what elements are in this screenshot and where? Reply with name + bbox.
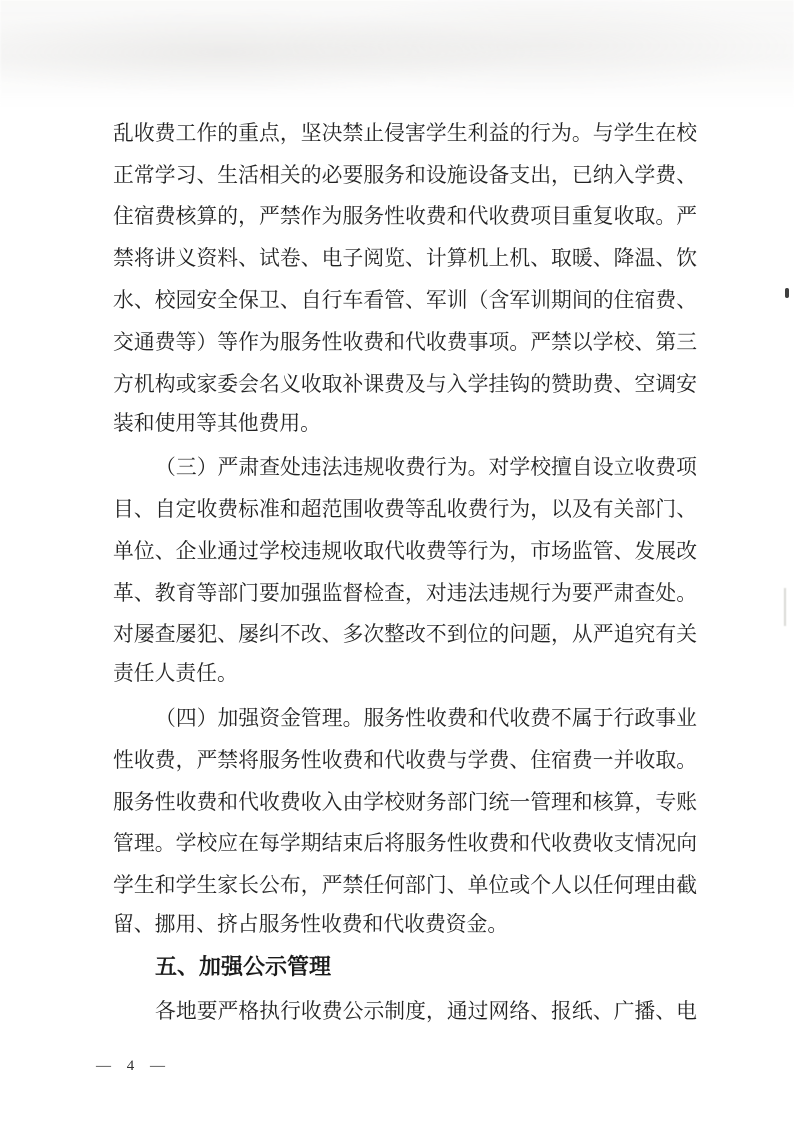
document-body	[113, 110, 697, 1030]
text-line: 正 常 学 习 、 生 活 相 关 的 必 要 服 务 和 设 施 设 备 支 出 ， 已 纳 入 学 费 、	[113, 163, 697, 187]
text-line: 乱 收 费 工 作 的 重 点 ， 坚 决 禁 止 侵 害 学 生 利 益 的 行 为 。 与 学 生 在 校	[113, 121, 697, 145]
text-line: 各 地 要 严 格 执 行 收 费 公 示 制 度 ， 通 过 网 络 、 报 纸 、 广 播 、 电	[155, 999, 697, 1023]
text-line: 禁 将 讲 义 资 料 、 试 卷 、 电 子 阅 览 、 计 算 机 上 机 、 取 暖 、 降 温 、 饮	[113, 247, 697, 271]
text-line: 住 宿 费 核 算 的 ， 严 禁 作 为 服 务 性 收 费 和 代 收 费 项 目 重 复 收 取 。 严	[113, 205, 697, 229]
scan-speck-artifact	[785, 288, 789, 298]
text-line: 方 机 构 或 家 委 会 名 义 收 取 补 课 费 及 与 入 学 挂 钩 的 赞 助 费 、 空 调 安	[113, 372, 697, 396]
text-line: 目 、 自 定 收 费 标 准 和 超 范 围 收 费 等 乱 收 费 行 为 ， 以 及 有 关 部 门 、	[113, 498, 697, 522]
text-line: （ 三 ） 严 肃 查 处 违 法 违 规 收 费 行 为 。 对 学 校 擅 自 设 立 收 费 项	[155, 456, 697, 480]
text-line: 交 通 费 等 ） 等 作 为 服 务 性 收 费 和 代 收 费 事 项 。 严 禁 以 学 校 、 第 三	[113, 330, 697, 354]
text-line: 性 收 费 ， 严 禁 将 服 务 性 收 费 和 代 收 费 与 学 费 、 住 宿 费 一 并 收 取 。	[113, 748, 697, 772]
text-line: 对 屡 查 屡 犯 、 屡 纠 不 改 、 多 次 整 改 不 到 位 的 问 题 ， 从 严 追 究 有 关	[113, 623, 697, 647]
scan-streak-artifact	[784, 588, 786, 626]
text-line: 留、挪用、挤占服务性收费和代收费资金。	[113, 913, 509, 937]
text-line: 学 生 和 学 生 家 长 公 布 ， 严 禁 任 何 部 门 、 单 位 或 个 人 以 任 何 理 由 截	[113, 874, 697, 898]
text-line: 责任人责任。	[113, 662, 238, 686]
text-line: （ 四 ） 加 强 资 金 管 理 。 服 务 性 收 费 和 代 收 费 不 属 于 行 政 事 业	[155, 707, 697, 731]
text-line: 革 、 教 育 等 部 门 要 加 强 监 督 检 查 ， 对 违 法 违 规 行 为 要 严 肃 查 处 。	[113, 581, 697, 605]
section-heading: 五、加强公示管理	[155, 953, 332, 979]
text-line: 管 理 。 学 校 应 在 每 学 期 结 束 后 将 服 务 性 收 费 和 代 收 费 收 支 情 况 向	[113, 832, 697, 856]
scan-shading-artifact	[0, 0, 794, 108]
text-line: 装和使用等其他费用。	[113, 411, 321, 435]
page-number: — 4 —	[96, 1058, 171, 1074]
text-line: 水 、 校 园 安 全 保 卫 、 自 行 车 看 管 、 军 训 （ 含 军 训 期 间 的 住 宿 费 、	[113, 289, 697, 313]
text-line: 服 务 性 收 费 和 代 收 费 收 入 由 学 校 财 务 部 门 统 一 管 理 和 核 算 ， 专 账	[113, 790, 697, 814]
text-line: 单 位 、 企 业 通 过 学 校 违 规 收 取 代 收 费 等 行 为 ， 市 场 监 管 、 发 展 改	[113, 539, 697, 563]
